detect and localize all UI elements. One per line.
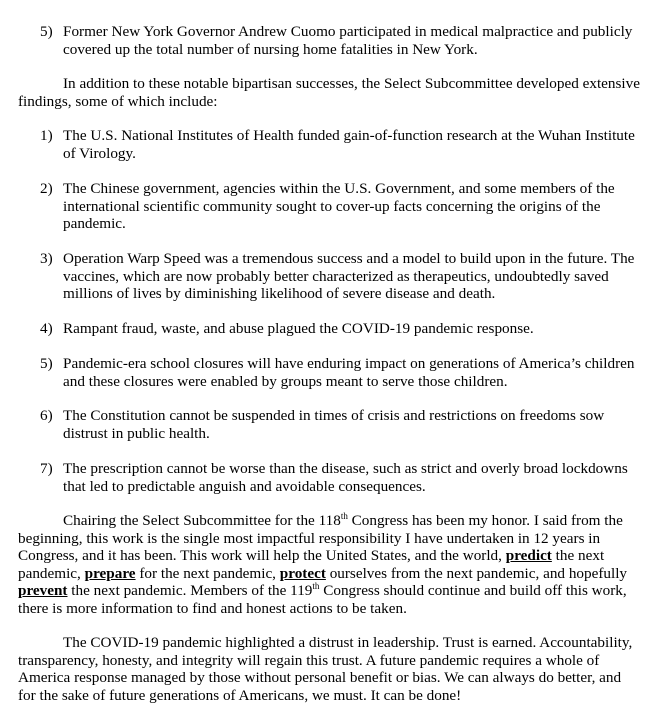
list-text: Former New York Governor Andrew Cuomo participated in medical malpractice and publicly covered up the total number of nursing home fatalities in New York.: [63, 23, 633, 58]
ordinal-superscript: th: [340, 511, 348, 521]
finding-number: 1): [40, 127, 53, 144]
text-run: Congress should continue and build off this work, there is more information to find and honest actions to be taken.: [18, 582, 627, 617]
keyword-protect: protect: [279, 564, 326, 582]
finding-number: 5): [40, 355, 53, 372]
finding-number: 4): [40, 320, 53, 337]
finding-number: 2): [40, 180, 53, 197]
finding-text: The U.S. National Institutes of Health funded gain-of-function research at the Wuhan Institute of Virology.: [63, 127, 635, 162]
text-run: for the next pandemic,: [135, 564, 280, 582]
finding-text: The prescription cannot be worse than the disease, such as strict and overly broad lockdowns that led to predictable anguish and avoidable consequences.: [63, 460, 628, 495]
closing-text: The COVID-19 pandemic highlighted a distrust in leadership. Trust is earned. Accountability, transparency, honesty, and integrity will regain this trust. A future pandemic requires a whole of America response managed by those without personal benefit or bias. We can always do better, and for the sake of future generations of Americans, we must. It can be done!: [18, 634, 633, 704]
text-run: ourselves from the next pandemic, and hopefully: [325, 564, 628, 582]
keyword-predict: predict: [505, 547, 552, 565]
finding-text: Operation Warp Speed was a tremendous success and a model to build upon in the future. The vaccines, which are now probably better characterized as therapeutics, undoubtedly saved millions of lives by diminishing likelihood of severe disease and death.: [63, 250, 635, 303]
intro-paragraph: [18, 75, 642, 110]
finding-text: The Chinese government, agencies within the U.S. Government, and some members of the international scientific community sought to cover-up facts concerning the origins of the pandemic.: [63, 180, 615, 233]
finding-text: Pandemic-era school closures will have enduring impact on generations of America’s children and these closures were enabled by groups meant to serve those children.: [63, 355, 635, 390]
text-run: Chairing the Select Subcommittee for the 118: [63, 512, 341, 529]
text-run: the next pandemic. Members of the 119: [67, 582, 313, 600]
text-run: Congress has been my honor. I said from the beginning, this work is the single most impactful responsibility I have undertaken in 12 years in Congress, and it has been. This work will help the United States, and the world,: [18, 512, 623, 565]
chair-paragraph: [18, 512, 642, 618]
list-number: 5): [40, 23, 53, 40]
intro-text: In addition to these notable bipartisan successes, the Select Subcommittee developed extensive findings, some of which include:: [18, 75, 640, 110]
text-run: the next pandemic,: [18, 547, 605, 582]
closing-paragraph: [18, 634, 642, 704]
finding-number: 3): [40, 250, 53, 267]
keyword-prevent: prevent: [18, 582, 68, 600]
ordinal-superscript: th: [312, 581, 320, 592]
finding-text: Rampant fraud, waste, and abuse plagued the COVID-19 pandemic response.: [63, 320, 534, 337]
finding-number: 7): [40, 460, 53, 477]
finding-number: 6): [40, 407, 53, 424]
keyword-prepare: prepare: [84, 564, 136, 582]
finding-text: The Constitution cannot be suspended in times of crisis and restrictions on freedoms sow distrust in public health.: [63, 407, 605, 442]
